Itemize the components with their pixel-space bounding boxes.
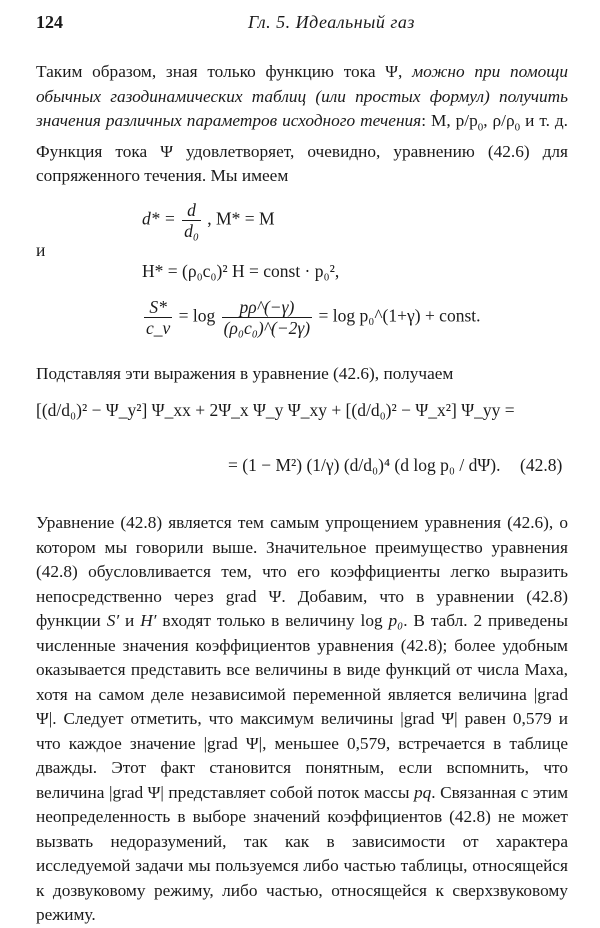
paragraph-intro: Таким образом, зная только функцию тока Ψ, можно при помощи обычных газодинамических таблиц (или простых формул) получить значения различных параметров исходного течения: M, $p/p_0$, $\rho/\rho_0$ и т. д. Функция тока Ψ удовлетворяет, очевидно, уравнению (42.6) для сопряженного течения. Мы имеем: [36, 62, 568, 186]
equation-number: (42.8): [520, 455, 563, 475]
chapter-title: Гл. 5. Идеальный газ: [248, 12, 415, 32]
conjunction-and: и: [36, 240, 46, 260]
equation-h-star: H* = (ρ₀c₀)² H = const · p₀²,: [142, 261, 340, 281]
equation-42-8-line1: [(d/d₀)² − Ψ_y²] Ψ_xx + 2Ψ_x Ψ_y Ψ_xy + [(d/d₀)² − Ψ_x²] Ψ_yy =: [36, 400, 515, 420]
equation-d-star: d* = $\frac{d}{\text{d₀}}$ , M* = M: [142, 200, 275, 242]
page-number: 124: [36, 12, 63, 32]
paragraph-substituting: Подставляя эти выражения в уравнение (42.6), получаем: [36, 364, 454, 383]
equation-42-8-line2: = (1 − M²) (1/γ) (d/d₀)⁴ (d log p₀ / dΨ).: [228, 455, 501, 475]
equation-s-star: $\frac{S*}{c\_v}$ = log $\frac{p\rho\^{}(-\gamma)}{\text{(ρ₀c₀)\textasciicircum{}(−2γ)}}$ = log p₀^(1+γ) + const.: [146, 297, 481, 339]
paragraph-discussion: Уравнение (42.8) является тем самым упрощением уравнения (42.6), о котором мы говорили выше. Значительное преимущество уравнения (42.8) обусловливается тем, что его коэффициенты легко выразить непосредственно через grad Ψ. Добавим, что в уравнении (42.8) функции S′ и H′ входят только в величину log p₀. В табл. 2 приведены численные значения коэффициентов уравнения (42.8); более удобным оказывается представить все величины в виде функций от числа Маха, хотя на самом деле независимой переменной является величина |grad Ψ|. Следует отметить, что максимум величины |grad Ψ| равен 0,579 и что каждое значение |grad Ψ|, меньшее 0,579, встречается в таблице дважды. Этот факт становится понятным, если вспомнить, что величина |grad Ψ| представляет собой поток массы pq. Связанная с этим неопределенность в выборе значений коэффициентов (42.8) не может вызвать недоразумений, так как в зависимости от характера исследуемой задачи мы пользуемся либо частью таблицы, относящейся к дозвуковому режиму, либо частью, относящейся к сверхзвуковому режиму.: [36, 513, 569, 924]
running-header: [36, 8, 564, 34]
fraction-d-over-d0: $\frac{d}{\text{d₀}}$: [184, 200, 199, 242]
